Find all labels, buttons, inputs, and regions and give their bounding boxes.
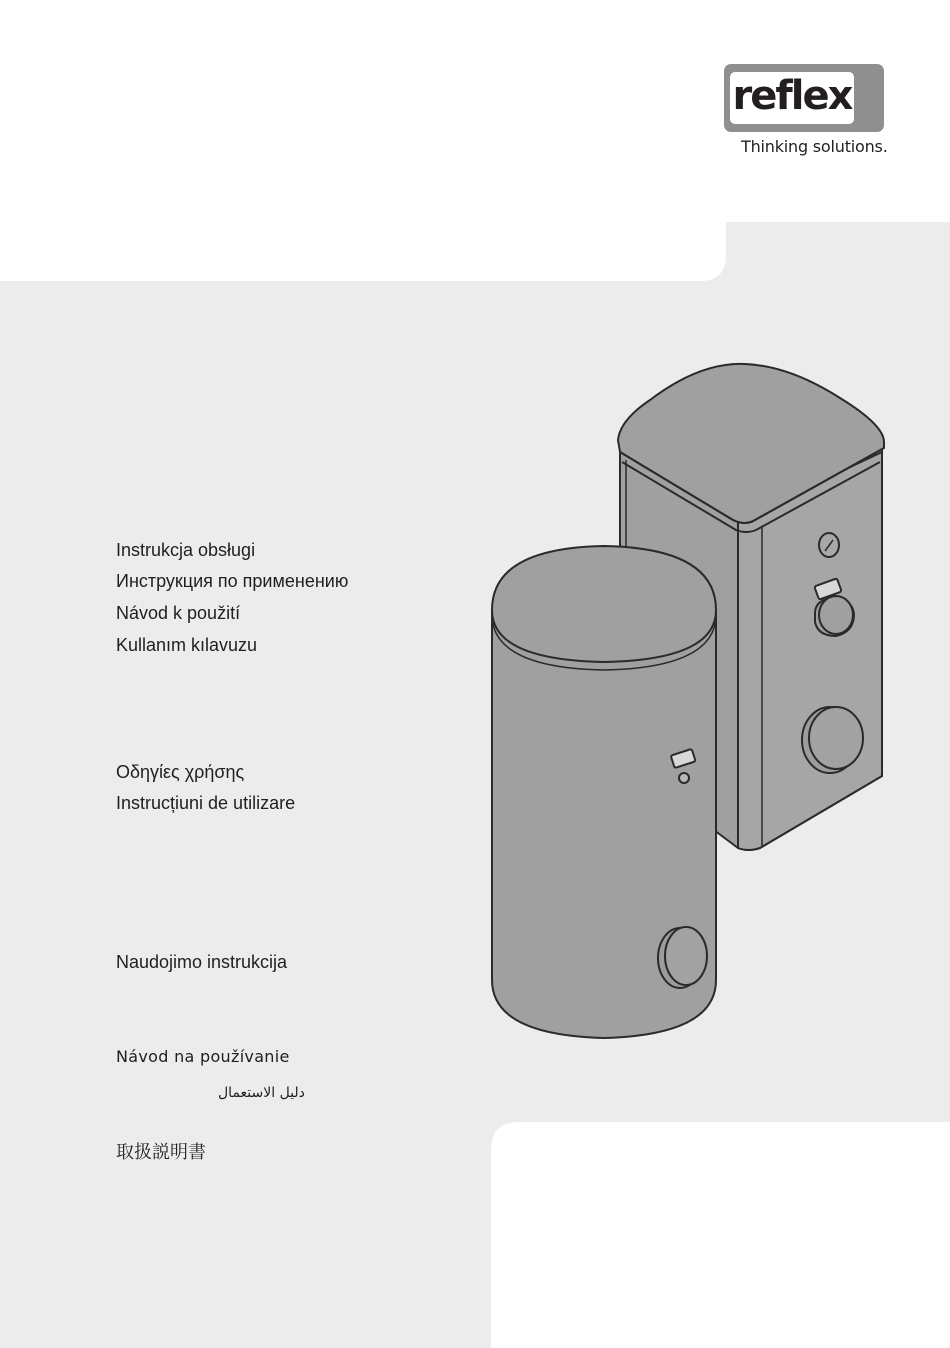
lang-greek: Οδηγίες χρήσης (116, 762, 245, 782)
lang-turkish: Kullanım kılavuzu (116, 635, 258, 655)
lang-polish: Instrukcja obsługi (116, 540, 256, 560)
round-tank-top (492, 546, 716, 662)
lang-russian: Инструкция по применению (116, 571, 349, 591)
lang-japanese: 取扱説明書 (116, 1142, 206, 1162)
lang-romanian: Instrucțiuni de utilizare (116, 793, 296, 813)
logo-inner (730, 72, 854, 124)
lang-slovak: Návod na používanie (116, 1047, 290, 1066)
tank-illustration (480, 355, 900, 1055)
logo-wordmark: reflex (732, 73, 852, 119)
lang-arabic: دليل الاستعمال (218, 1085, 305, 1101)
brand-logo (724, 64, 886, 134)
lang-czech: Návod k použití (116, 603, 241, 623)
lang-lithuanian: Naudojimo instrukcija (116, 952, 288, 972)
logo-box (724, 64, 884, 132)
brand-tagline: Thinking solutions. (741, 137, 888, 156)
round-tank-sensor (679, 773, 689, 783)
